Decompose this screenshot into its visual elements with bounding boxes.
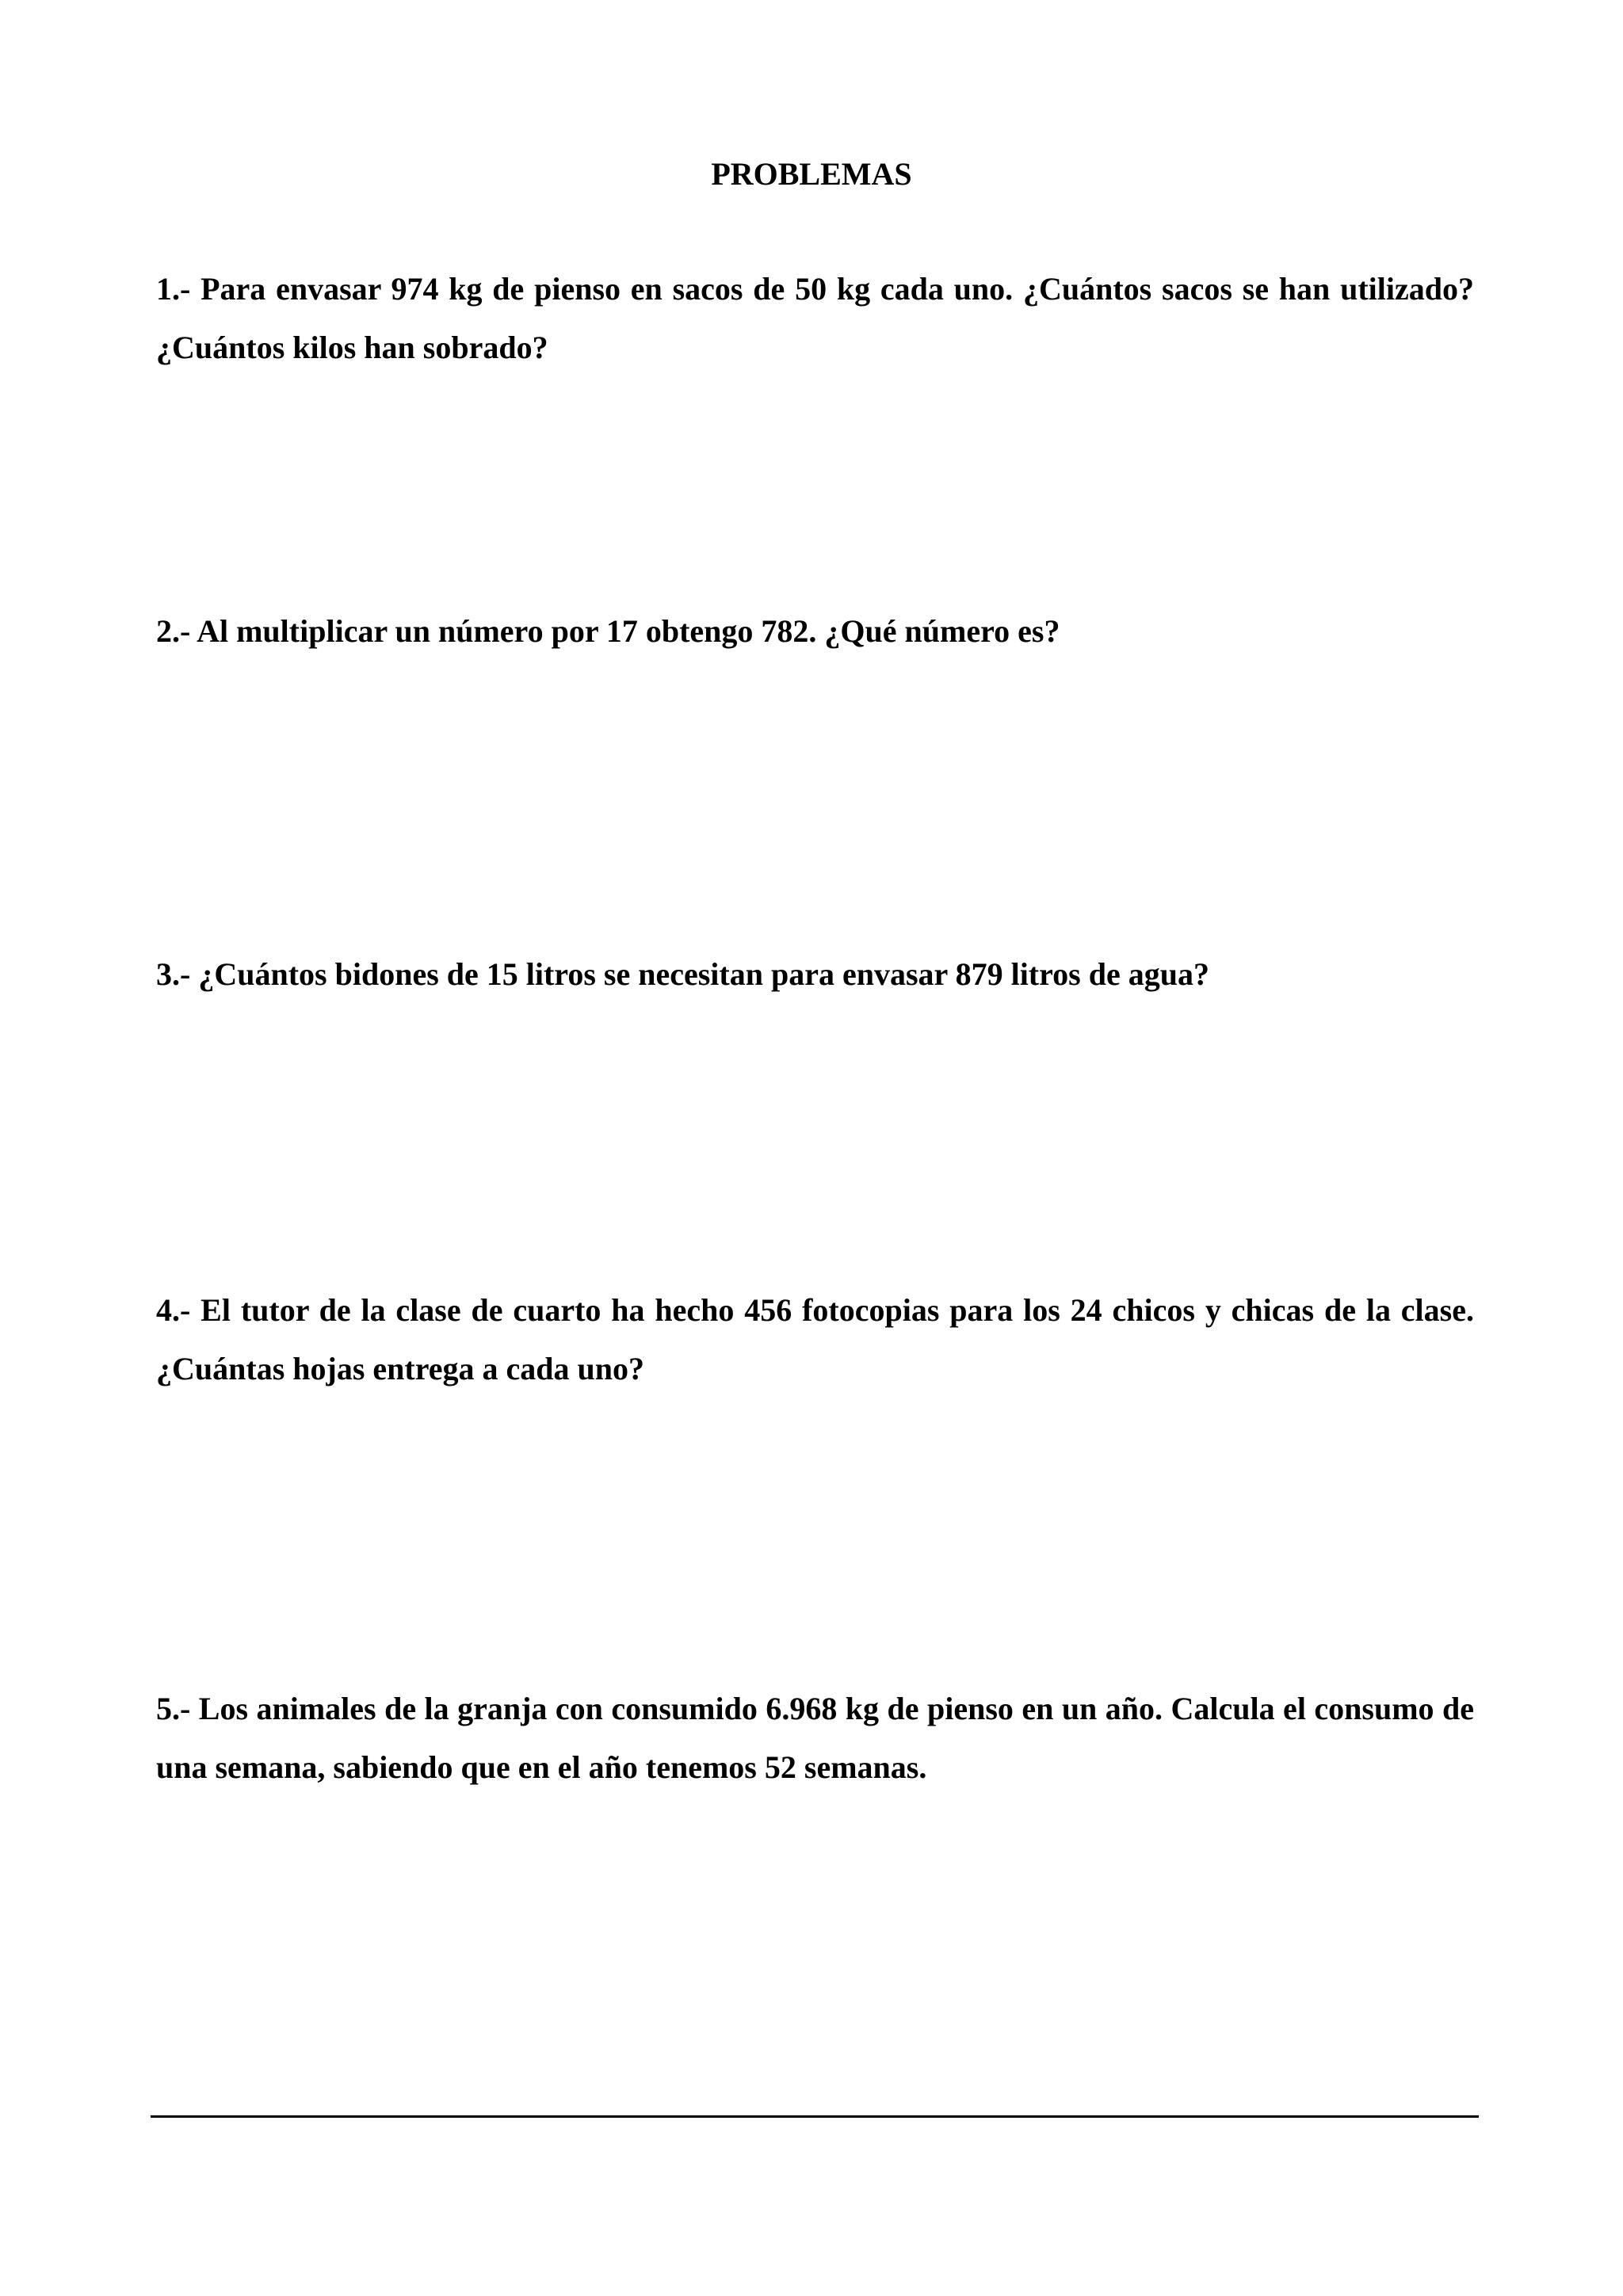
footer-rule xyxy=(151,2115,1479,2118)
problem-3: 3.- ¿Cuántos bidones de 15 litros se necesitan para envasar 879 litros de agua? xyxy=(156,956,1209,992)
problem-4: 4.- El tutor de la clase de cuarto ha hecho 456 fotocopias para los 24 chicos y chicas de la clase. ¿Cuántas hojas entrega a cada uno? xyxy=(156,1292,1474,1386)
page-title: PROBLEMAS xyxy=(711,156,912,192)
problem-2: 2.- Al multiplicar un número por 17 obtengo 782. ¿Qué número es? xyxy=(156,613,1060,649)
problem-1: 1.- Para envasar 974 kg de pienso en sacos de 50 kg cada uno. ¿Cuántos sacos se han utilizado? ¿Cuántos kilos han sobrado? xyxy=(156,271,1474,365)
problem-5: 5.- Los animales de la granja con consumido 6.968 kg de pienso en un año. Calcula el consumo de una semana, sabiendo que en el año tenemos 52 semanas. xyxy=(156,1691,1474,1785)
